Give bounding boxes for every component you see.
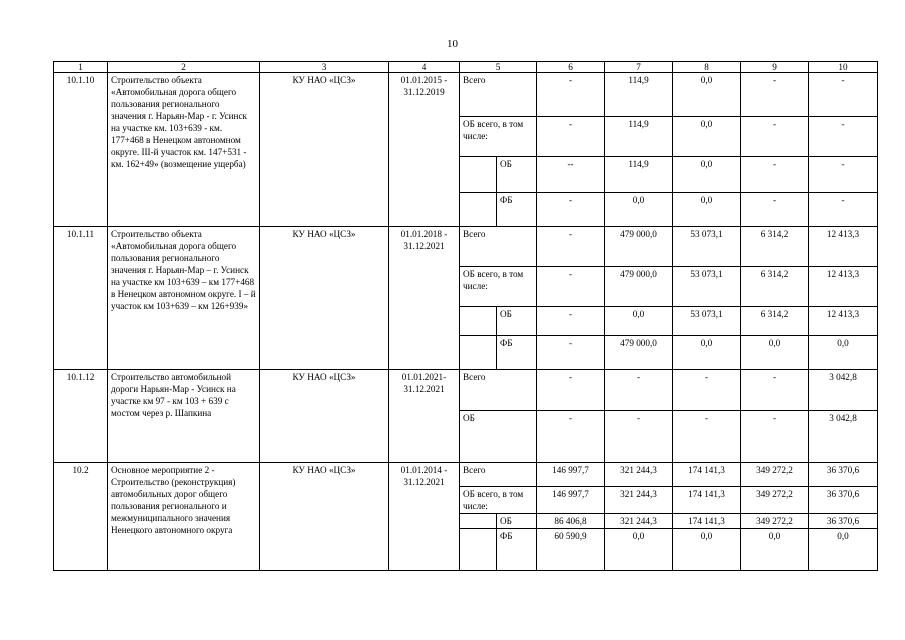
- value-cell: -: [537, 117, 605, 157]
- item-name: Строительство автомобильной дороги Нарьян-Мар - Усинск на участке км 97 - км 103 + 639 с мостом через р. Шапкина: [108, 370, 260, 463]
- header-cell: 5: [460, 62, 537, 73]
- item-period: 01.01.2018 - 31.12.2021: [389, 227, 460, 370]
- table-row: [54, 227, 878, 267]
- value-cell: -: [809, 117, 878, 157]
- row-label-blank: [460, 336, 497, 370]
- value-cell: 0,0: [673, 529, 741, 571]
- value-cell: -: [537, 411, 605, 463]
- item-name: Строительство объекта «Автомобильная дорога общего пользования регионального значения г. Нарьян-Мар – г. Усинск на участке км 103+639 – км 177+468 в Ненецком автономном округе. I – й участок км 103+639 – км 126+939»: [108, 227, 260, 370]
- value-cell: -: [537, 73, 605, 117]
- value-cell: -: [673, 411, 741, 463]
- page-number: 10: [447, 38, 458, 50]
- value-cell: 349 272,2: [741, 463, 809, 487]
- row-sublabel: ОБ: [497, 307, 537, 336]
- row-label: ОБ всего, в том числе:: [460, 117, 537, 157]
- value-cell: 53 073,1: [673, 227, 741, 267]
- value-cell: 12 413,3: [809, 267, 878, 307]
- value-cell: 0,0: [605, 193, 673, 227]
- row-sublabel: ФБ: [497, 336, 537, 370]
- value-cell: -: [809, 193, 878, 227]
- value-cell: 114,9: [605, 117, 673, 157]
- header-cell: 2: [108, 62, 260, 73]
- item-period: 01.01.2021- 31.12.2021: [389, 370, 460, 463]
- value-cell: 0,0: [673, 157, 741, 193]
- value-cell: 3 042,8: [809, 370, 878, 411]
- value-cell: 321 244,3: [605, 514, 673, 529]
- value-cell: 36 370,6: [809, 463, 878, 487]
- value-cell: -: [741, 73, 809, 117]
- row-label-blank: [460, 529, 497, 571]
- table-row: [54, 73, 878, 117]
- item-number: 10.1.10: [54, 73, 108, 227]
- value-cell: 60 590,9: [537, 529, 605, 571]
- value-cell: 86 406,8: [537, 514, 605, 529]
- item-number: 10.1.11: [54, 227, 108, 370]
- value-cell: 0,0: [741, 529, 809, 571]
- value-cell: -: [537, 336, 605, 370]
- item-name: Строительство объекта «Автомобильная дорога общего пользования регионального значения г. Нарьян-Мар - г. Усинск на участке км. 103+639 - км. 177+468 в Ненецком автономном округе. III-й участок км. 147+531 - км. 162+49» (возмещение ущерба): [108, 73, 260, 227]
- item-executor: КУ НАО «ЦСЗ»: [260, 370, 389, 463]
- value-cell: --: [537, 157, 605, 193]
- value-cell: -: [741, 193, 809, 227]
- item-number: 10.1.12: [54, 370, 108, 463]
- value-cell: 6 314,2: [741, 307, 809, 336]
- row-label: ОБ всего, в том числе:: [460, 267, 537, 307]
- value-cell: 0,0: [605, 529, 673, 571]
- row-label: ОБ всего, в том числе:: [460, 487, 537, 514]
- value-cell: 349 272,2: [741, 487, 809, 514]
- value-cell: 36 370,6: [809, 514, 878, 529]
- value-cell: 0,0: [673, 336, 741, 370]
- header-cell: 9: [741, 62, 809, 73]
- value-cell: 479 000,0: [605, 227, 673, 267]
- value-cell: -: [605, 370, 673, 411]
- value-cell: -: [537, 307, 605, 336]
- value-cell: 36 370,6: [809, 487, 878, 514]
- value-cell: 479 000,0: [605, 336, 673, 370]
- value-cell: 0,0: [605, 307, 673, 336]
- value-cell: -: [605, 411, 673, 463]
- value-cell: 53 073,1: [673, 307, 741, 336]
- row-label-blank: [460, 307, 497, 336]
- row-label: Всего: [460, 227, 537, 267]
- value-cell: -: [741, 370, 809, 411]
- value-cell: 114,9: [605, 73, 673, 117]
- value-cell: -: [537, 267, 605, 307]
- value-cell: 53 073,1: [673, 267, 741, 307]
- value-cell: 6 314,2: [741, 227, 809, 267]
- value-cell: 12 413,3: [809, 227, 878, 267]
- header-cell: 4: [389, 62, 460, 73]
- row-sublabel: ОБ: [497, 157, 537, 193]
- value-cell: 0,0: [673, 193, 741, 227]
- value-cell: 321 244,3: [605, 487, 673, 514]
- value-cell: -: [809, 73, 878, 117]
- item-name: Основное мероприятие 2 - Строительство (реконструкция) автомобильных дорог общего пользования регионального и межмуниципального значения Ненецкого автономного округа: [108, 463, 260, 571]
- value-cell: 349 272,2: [741, 514, 809, 529]
- value-cell: 6 314,2: [741, 267, 809, 307]
- header-row: [54, 62, 878, 73]
- row-sublabel: ФБ: [497, 193, 537, 227]
- value-cell: 0,0: [673, 117, 741, 157]
- row-sublabel: ФБ: [497, 529, 537, 571]
- row-label: Всего: [460, 73, 537, 117]
- value-cell: 0,0: [809, 336, 878, 370]
- value-cell: -: [537, 193, 605, 227]
- row-sublabel: ОБ: [497, 514, 537, 529]
- item-number: 10.2: [54, 463, 108, 571]
- value-cell: -: [809, 157, 878, 193]
- header-cell: 10: [809, 62, 878, 73]
- value-cell: -: [741, 157, 809, 193]
- row-label: Всего: [460, 463, 537, 487]
- item-period: 01.01.2014 - 31.12.2021: [389, 463, 460, 571]
- value-cell: 174 141,3: [673, 487, 741, 514]
- value-cell: 174 141,3: [673, 514, 741, 529]
- value-cell: -: [537, 370, 605, 411]
- row-label: Всего: [460, 370, 537, 411]
- value-cell: 321 244,3: [605, 463, 673, 487]
- value-cell: 114,9: [605, 157, 673, 193]
- value-cell: 0,0: [741, 336, 809, 370]
- value-cell: -: [537, 227, 605, 267]
- header-cell: 3: [260, 62, 389, 73]
- value-cell: 0,0: [673, 73, 741, 117]
- header-cell: 7: [605, 62, 673, 73]
- table-row: [54, 370, 878, 411]
- row-label-blank: [460, 157, 497, 193]
- header-cell: 1: [54, 62, 108, 73]
- item-executor: КУ НАО «ЦСЗ»: [260, 463, 389, 571]
- header-cell: 6: [537, 62, 605, 73]
- program-table: [53, 61, 878, 571]
- row-label-blank: [460, 193, 497, 227]
- value-cell: 146 997,7: [537, 463, 605, 487]
- item-executor: КУ НАО «ЦСЗ»: [260, 227, 389, 370]
- value-cell: 479 000,0: [605, 267, 673, 307]
- value-cell: -: [673, 370, 741, 411]
- value-cell: 0,0: [809, 529, 878, 571]
- value-cell: 12 413,3: [809, 307, 878, 336]
- header-cell: 8: [673, 62, 741, 73]
- row-label-blank: [460, 514, 497, 529]
- value-cell: -: [741, 117, 809, 157]
- item-period: 01.01.2015 - 31.12.2019: [389, 73, 460, 227]
- item-executor: КУ НАО «ЦСЗ»: [260, 73, 389, 227]
- value-cell: 3 042,8: [809, 411, 878, 463]
- value-cell: -: [741, 411, 809, 463]
- value-cell: 146 997,7: [537, 487, 605, 514]
- row-label: ОБ: [460, 411, 537, 463]
- value-cell: 174 141,3: [673, 463, 741, 487]
- table-row: [54, 463, 878, 487]
